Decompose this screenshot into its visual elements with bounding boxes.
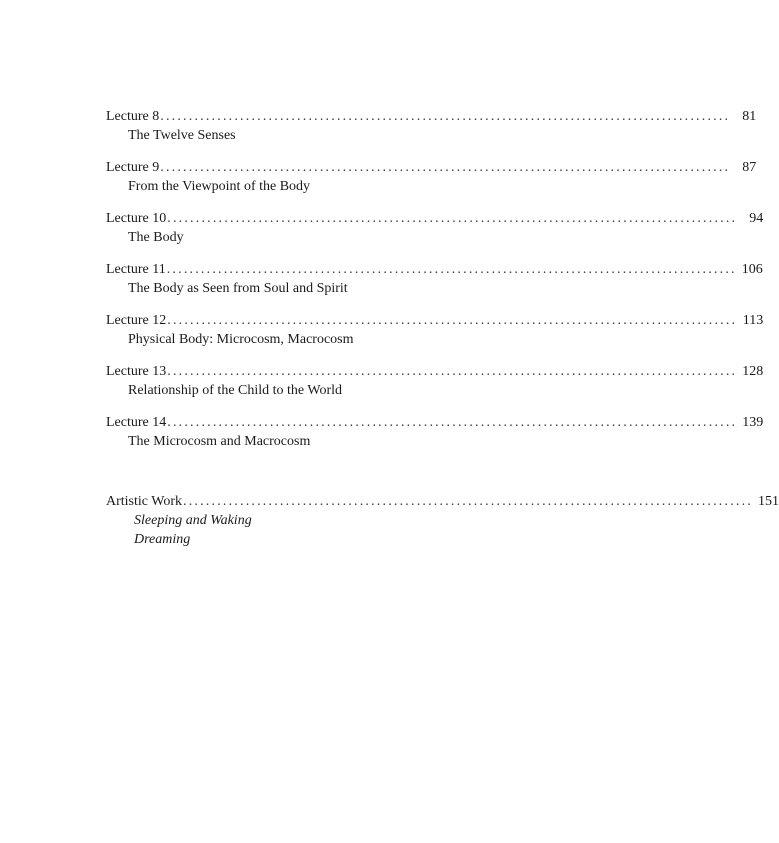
toc-entry-subtitle: Physical Body: Microcosm, Macrocosm [128, 332, 354, 347]
dot-leader: .................................................................................................... [167, 364, 738, 379]
toc-page-number: 139 [742, 415, 764, 430]
dot-leader: .................................................................................................... [166, 262, 737, 277]
toc-entry-label: Lecture 13 [106, 364, 167, 379]
toc-entry-label: Artistic Work [106, 494, 182, 509]
toc-entry-lecture-10 [106, 210, 764, 247]
toc-entry-lecture-14 [106, 414, 764, 451]
toc-page-number: 81 [742, 109, 757, 124]
toc-entry-label: Lecture 11 [106, 262, 166, 277]
toc-entry-lecture-12 [106, 312, 764, 349]
toc-entry-label: Lecture 14 [106, 415, 167, 430]
toc-page-number: 106 [741, 262, 763, 277]
toc-entry-subtitle: From the Viewpoint of the Body [128, 179, 311, 194]
toc-entry-subtitle: Relationship of the Child to the World [128, 383, 343, 398]
toc-entry-subtitle-italic: Dreaming [134, 532, 191, 547]
toc-entry-label: Lecture 10 [106, 211, 167, 226]
toc-entry-artistic-work [106, 493, 779, 549]
toc-entry-lecture-11 [106, 261, 763, 298]
dot-leader: .................................................................................................... [183, 494, 753, 509]
section-spacer [106, 465, 470, 493]
toc-entry-label: Lecture 12 [106, 313, 167, 328]
toc-entry-label: Lecture 8 [106, 109, 160, 124]
dot-leader: .................................................................................................... [160, 109, 731, 124]
dot-leader: .................................................................................................... [167, 211, 738, 226]
toc-page-number: 87 [742, 160, 757, 175]
toc-page-number: 128 [742, 364, 764, 379]
toc-entry-lecture-8 [106, 108, 757, 145]
dot-leader: .................................................................................................... [167, 415, 738, 430]
toc-page-number: 94 [749, 211, 764, 226]
toc-entry-lecture-9 [106, 159, 757, 196]
toc-entry-label: Lecture 9 [106, 160, 160, 175]
toc-entry-subtitle-italic: Sleeping and Waking [134, 513, 252, 528]
toc-entry-subtitle: The Twelve Senses [128, 128, 236, 143]
toc-page-number: 151 [758, 494, 779, 509]
dot-leader: .................................................................................................... [160, 160, 731, 175]
toc-entry-subtitle: The Body [128, 230, 184, 245]
toc-entry-lecture-13 [106, 363, 764, 400]
dot-leader: .................................................................................................... [167, 313, 738, 328]
toc-entry-subtitle: The Microcosm and Macrocosm [128, 434, 311, 449]
toc-entry-subtitle: The Body as Seen from Soul and Spirit [128, 281, 348, 296]
table-of-contents [106, 108, 779, 563]
toc-page-number: 113 [742, 313, 764, 328]
